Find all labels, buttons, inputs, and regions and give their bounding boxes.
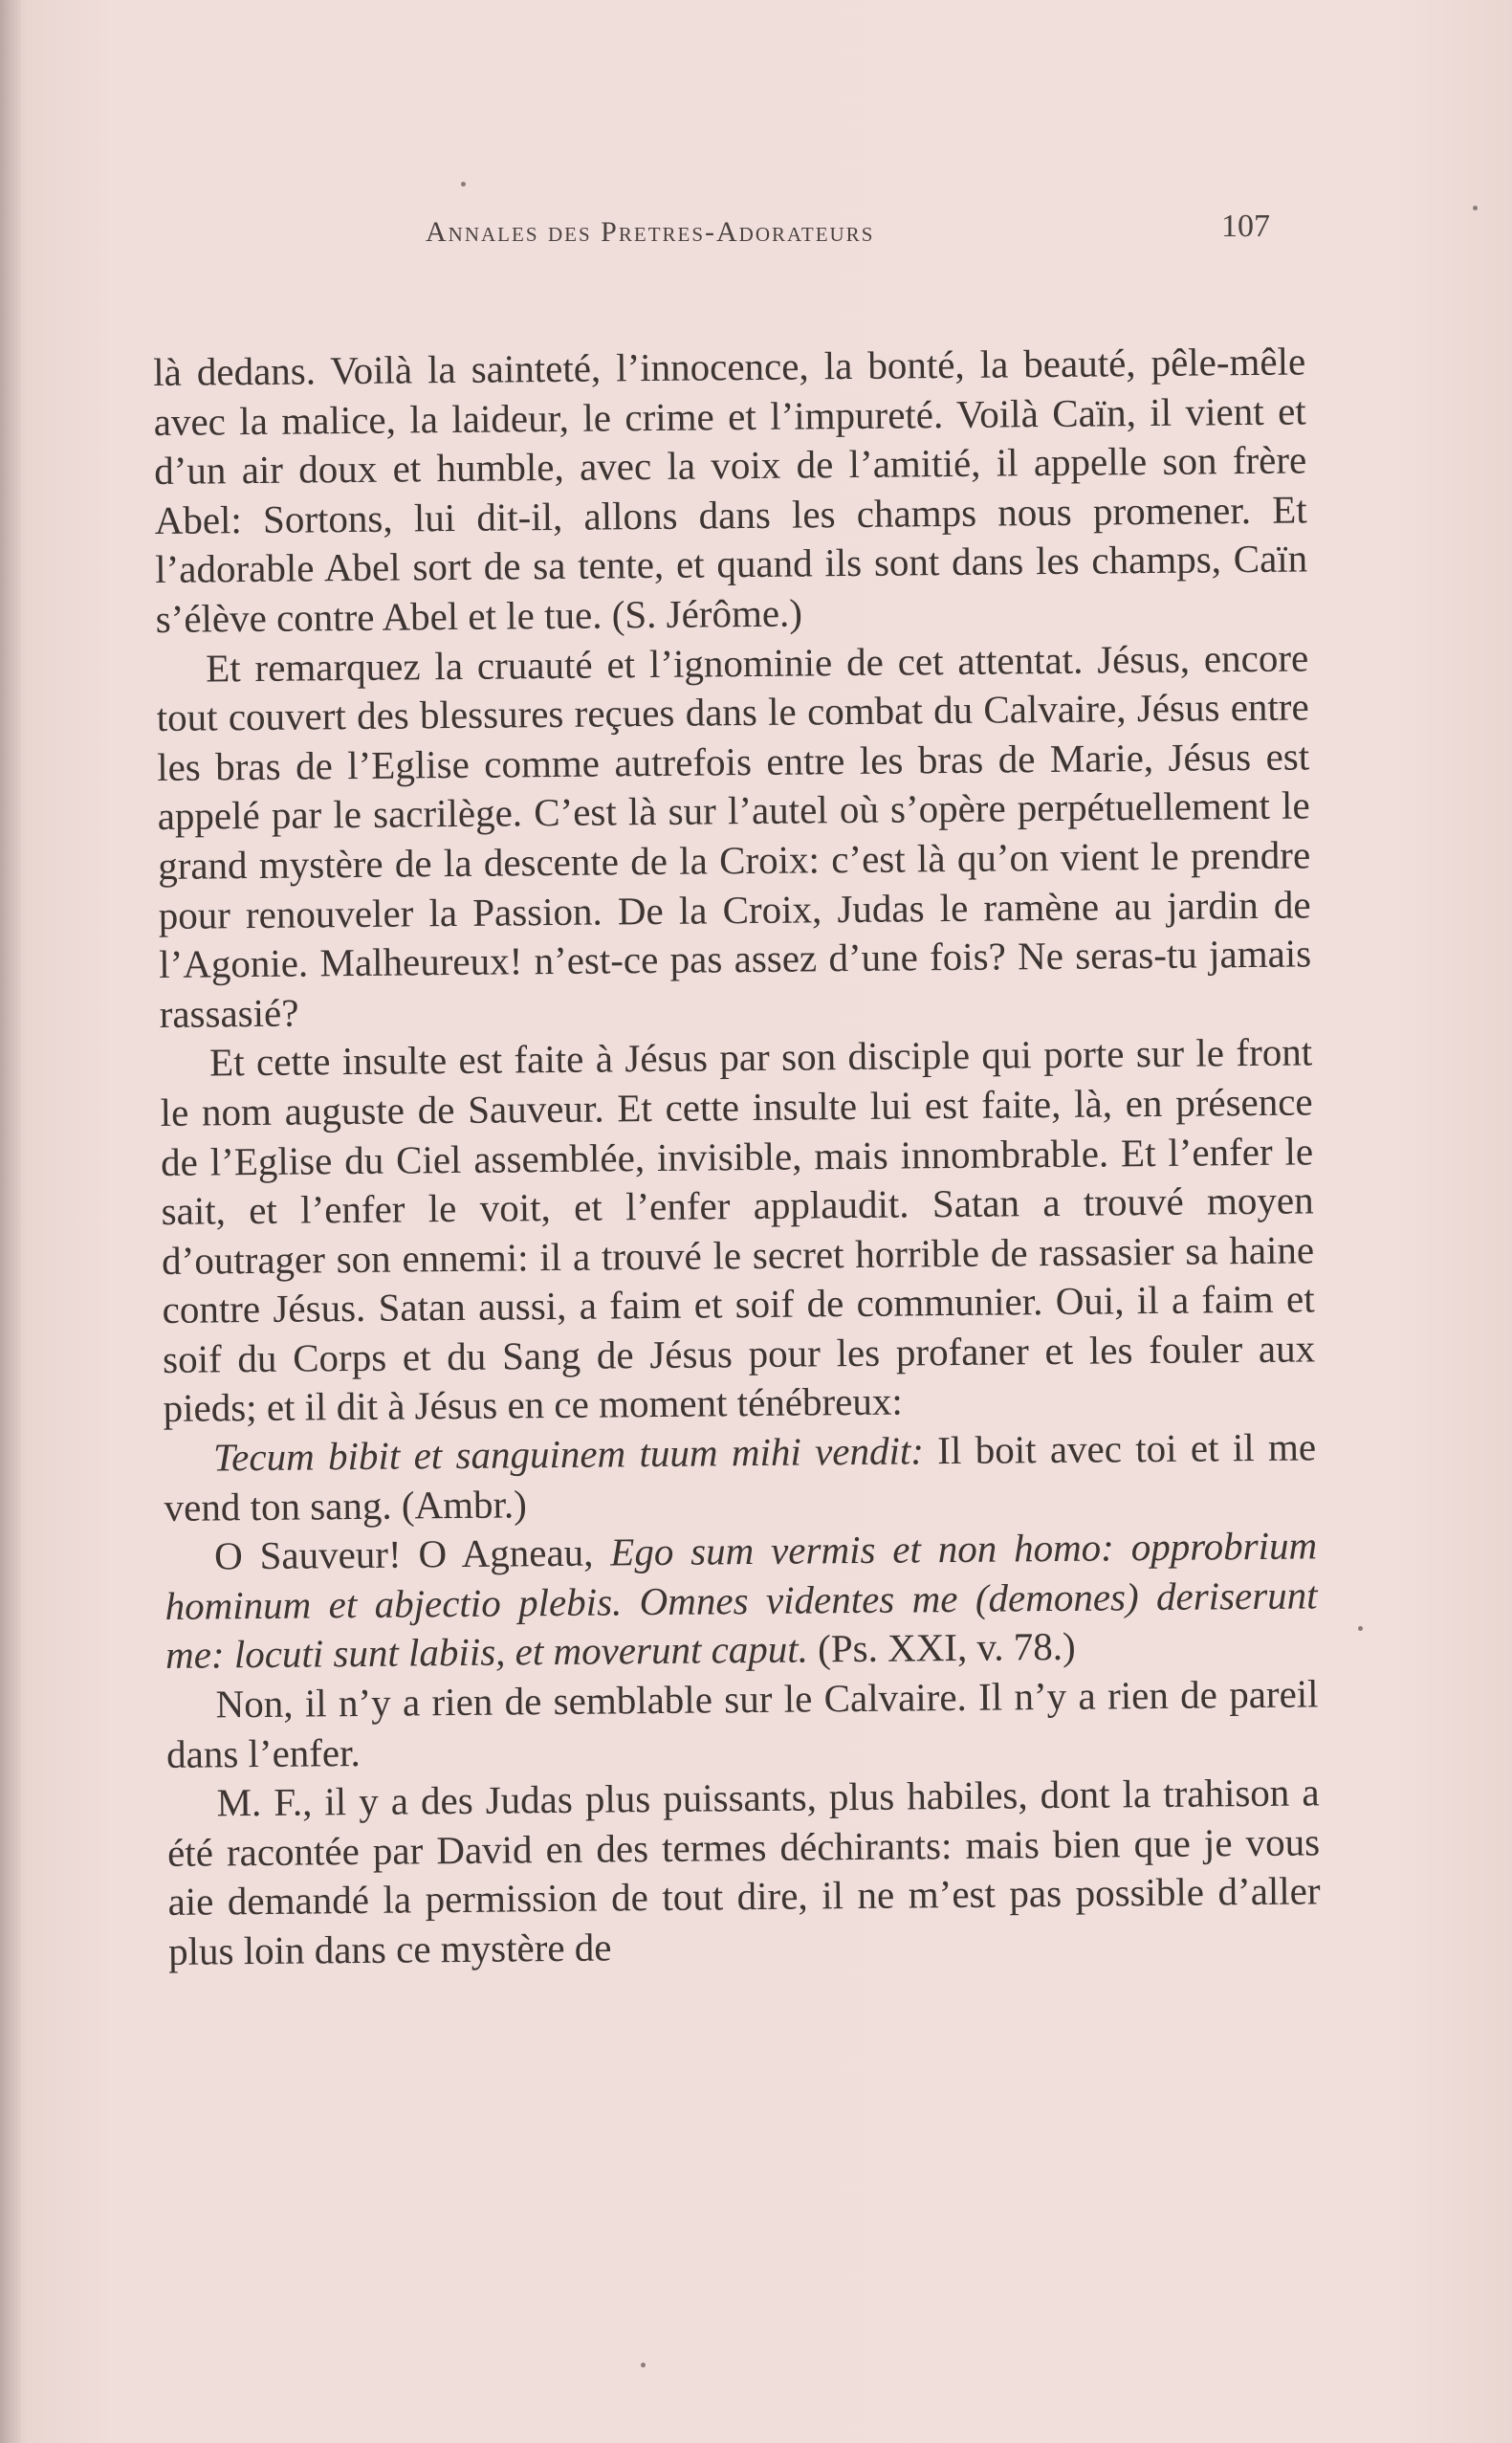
paper-speck xyxy=(1473,206,1478,210)
latin-quote: Tecum bibit et sanguinem tuum mihi vendit: xyxy=(212,1428,925,1480)
paper-speck xyxy=(461,182,466,187)
latin-quote: Ego sum vermis et non homo: opprobrium hominum et abjectio plebis. Omnes videntes me (demones) deriserunt me: locuti sunt labiis, et moverunt caput. xyxy=(164,1523,1318,1678)
paragraph xyxy=(165,1669,1319,1779)
text-run: Il boit avec toi et il me vend ton sang. (Ambr.) xyxy=(164,1424,1317,1530)
paragraph xyxy=(164,1522,1318,1681)
paragraph xyxy=(166,1769,1321,1977)
text-run: O Sauveur! O Agneau, xyxy=(213,1530,611,1578)
text-run: là dedans. Voilà la sainteté, l’innocence, la bonté, la beauté, pêle-mêle avec la malice, la laideur, le crime et l’impureté. Voilà Caïn, il vient et d’un air doux et humble, avec la voix de l’amitié, il appelle son frère Abel: Sortons, lui dit-il, allons dans les champs nous promener. Et l’adorable Abel sort de sa tente, et quand ils sont dans les champs, Caïn s’élève contre Abel et le tue. (S. Jérôme.) xyxy=(153,339,1308,641)
text-run: Et cette insulte est faite à Jésus par son disciple qui porte sur le front le nom auguste de Sauveur. Et cette insulte lui est faite, là, en présence de l’Eglise du Ciel assemblée, invisible, mais innombrable. Et l’enfer le sait, et l’enfer le voit, et l’enfer applaudit. Satan a trouvé moyen d’outrager son ennemi: il a trouvé le secret horrible de rassasier sa haine contre Jésus. Satan aussi, a faim et soif de communier. Oui, il a faim et soif du Corps et du Sang de Jésus pour les profaner et les fouler aux pieds; et il dit à Jésus en ce moment ténébreux: xyxy=(160,1029,1316,1431)
text-run: M. F., il y a des Judas plus puissants, plus habiles, dont la trahison a été racontée par David en des termes déchirants: mais bien que je vous aie demandé la permission de tout dire, il ne m’est pas possible d’aller plus loin dans ce mystère de xyxy=(166,1770,1321,1973)
paragraph xyxy=(153,337,1308,644)
text-run: (Ps. XXI, v. 78.) xyxy=(807,1624,1076,1671)
page-number: 107 xyxy=(1221,209,1270,244)
paper-speck xyxy=(641,2363,646,2367)
paragraph xyxy=(160,1028,1316,1434)
body-text xyxy=(153,337,1321,1976)
text-run: Et remarquez la cruauté et l’ignominie de cet attentat. Jésus, encore tout couvert des blessures reçues dans le combat du Calvaire, Jésus entre les bras de l’Eglise comme autrefois entre les bras de Marie, Jésus est appelé par le sacrilège. C’est là sur l’autel où s’opère perpétuellement le grand mystère de la descente de la Croix: c’est là qu’on vient le prendre pour renouveler la Passion. De la Croix, Judas le ramène au jardin de l’Agonie. Malheureux! n’est-ce pas assez d’une fois? Ne seras-tu jamais rassasié? xyxy=(156,634,1312,1036)
running-title: Annales des Pretres-Adorateurs xyxy=(426,216,875,248)
paragraph xyxy=(164,1422,1317,1532)
paragraph xyxy=(156,633,1312,1039)
paper-speck xyxy=(1358,1626,1363,1631)
page-binding-edge xyxy=(0,0,21,2443)
page-header xyxy=(153,209,1301,256)
text-run: Non, il n’y a rien de semblable sur le Calvaire. Il n’y a rien de pareil dans l’enfer. xyxy=(165,1671,1319,1776)
